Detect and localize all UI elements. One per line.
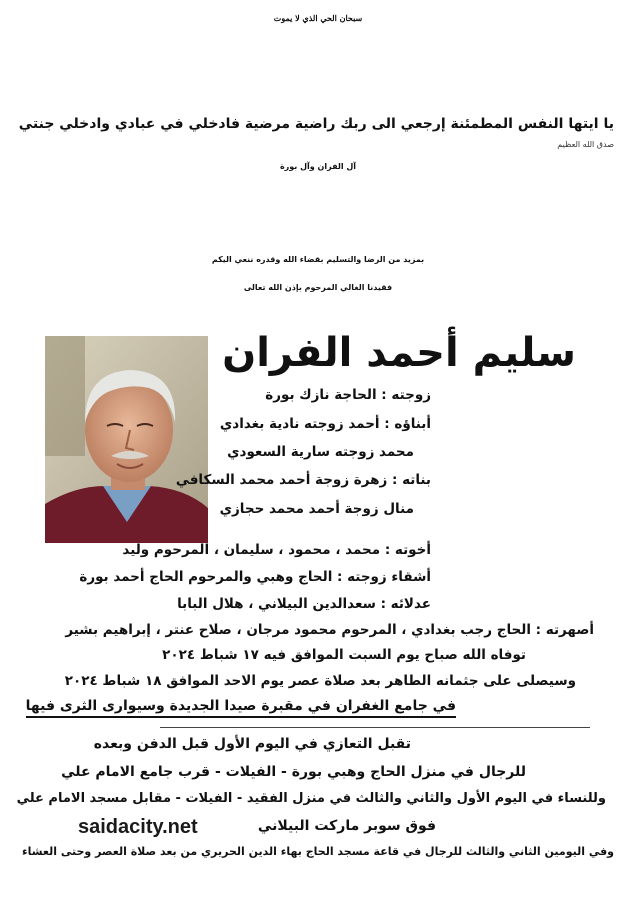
sons-line-2: محمد زوجته سارية السعودي — [227, 444, 414, 460]
deceased-name: سليم أحمد الفران — [222, 330, 576, 376]
wife-line: زوجته : الحاجة نازك بورة — [265, 387, 431, 403]
condolences-women-location: فوق سوبر ماركت البيلاني — [257, 818, 436, 834]
deceased-photo — [45, 336, 208, 543]
daughters-line-2: منال زوجة أحمد محمد حجازي — [219, 501, 414, 517]
family-names: آل الفران وآل بورة — [279, 162, 357, 171]
brothers-line: أخوته : محمد ، محمود ، سليمان ، المرحوم وليد — [122, 542, 431, 558]
condolences-days-2-3: وفي اليومين الثاني والثالث للرجال في قاعة مسجد الحاج بهاء الدين الحريري من بعد صلاة العصر وحتى العشاء — [21, 845, 614, 858]
announcement-line-2: فقيدنا الغالي المرحوم بإذن الله تعالى — [243, 283, 393, 292]
site-watermark: saidacity.net — [78, 816, 198, 838]
sons-line-1: أبناؤه : أحمد زوجته نادية بغدادي — [219, 416, 431, 432]
death-date-line: توفاه الله صباح يوم السبت الموافق فيه ١٧ شباط ٢٠٢٤ — [162, 647, 526, 663]
in-laws-line: أصهرته : الحاج رجب بغدادي ، المرحوم محمود مرجان ، صلاح عنتر ، إبراهيم بشير — [65, 622, 594, 638]
brothers-in-law-line: عدلائه : سعدالدين البيلاني ، هلال البابا — [177, 596, 431, 612]
quran-verse: يا ايتها النفس المطمئنة إرجعي الى ربك راضية مرضية فادخلي في عبادي وادخلي جنتي — [18, 116, 614, 132]
verse-attribution: صدق الله العظيم — [557, 140, 614, 149]
wife-siblings-line: أشقاء زوجته : الحاج وهبي والمرحوم الحاج أحمد بورة — [79, 569, 431, 585]
condolences-men: للرجال في منزل الحاج وهبي بورة - الفيلات - قرب جامع الامام علي — [61, 764, 526, 780]
header-calligraphy: سبحان الحي الذي لا يموت — [273, 13, 363, 23]
prayer-line: وسيصلى على جثمانه الطاهر بعد صلاة عصر يوم الاحد الموافق ١٨ شباط ٢٠٢٤ — [64, 673, 576, 689]
condolences-title: تقبل التعازي في اليوم الأول قبل الدفن وبعده — [93, 736, 411, 752]
daughters-line-1: بناته : زهرة زوجة أحمد محمد السكافي — [175, 472, 431, 488]
section-divider — [160, 727, 590, 728]
condolences-women: وللنساء في اليوم الأول والثاني والثالث في منزل الفقيد - الفيلات - مقابل مسجد الامام علي — [16, 791, 606, 806]
announcement-line-1: بمزيد من الرضا والتسليم بقضاء الله وقدره ننعي اليكم — [211, 255, 425, 264]
burial-line: في جامع الغفران في مقبرة صيدا الجديدة وسيوارى الثرى فيها — [25, 698, 456, 714]
burial-underline-box — [26, 698, 456, 718]
